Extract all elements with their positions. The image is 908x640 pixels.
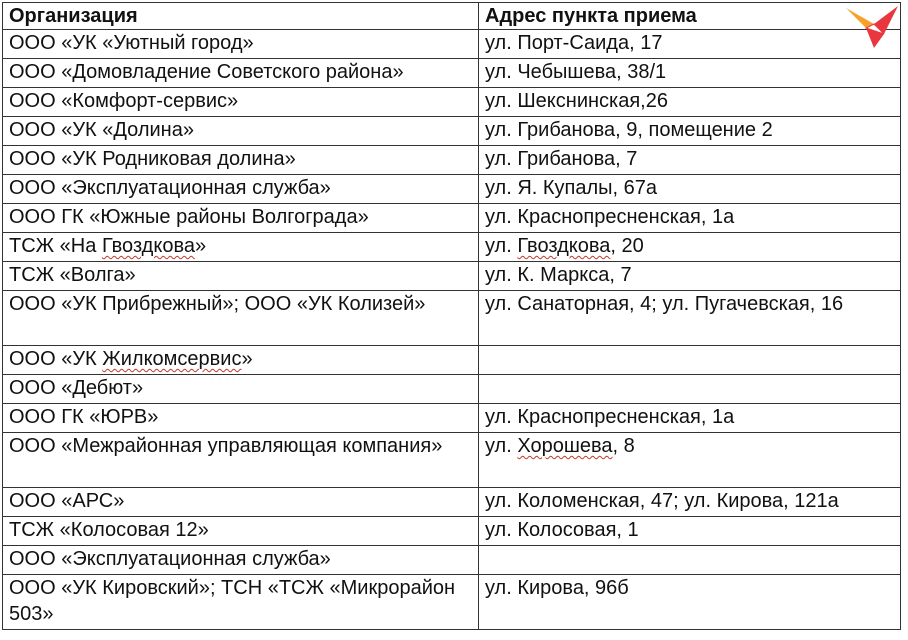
organization-cell: ООО «Межрайонная управляющая компания» (3, 433, 479, 488)
address-cell: ул. Краснопресненская, 1а (479, 404, 901, 433)
address-cell: ул. Грибанова, 7 (479, 146, 901, 175)
table-row (3, 262, 901, 291)
org-text: ООО «УК (9, 348, 103, 370)
organization-cell: ООО «УК Родниковая долина» (3, 146, 479, 175)
organization-cell: ООО «УК «Уютный город» (3, 30, 479, 59)
address-cell (479, 233, 901, 262)
table-row (3, 517, 901, 546)
collection-points-table (2, 2, 901, 630)
address-cell (479, 375, 901, 404)
address-cell: ул. Чебышева, 38/1 (479, 59, 901, 88)
table-row (3, 30, 901, 59)
organization-cell: ООО ГК «ЮРВ» (3, 404, 479, 433)
addr-text: , 8 (612, 435, 635, 457)
table-row (3, 175, 901, 204)
organization-cell: ООО ГК «Южные районы Волгограда» (3, 204, 479, 233)
organization-cell: ООО «УК «Долина» (3, 117, 479, 146)
table-row (3, 375, 901, 404)
address-cell: ул. Колосовая, 1 (479, 517, 901, 546)
table-row (3, 575, 901, 630)
spellcheck-word: Гвоздкова (517, 235, 611, 257)
address-cell (479, 433, 901, 488)
organization-cell: ООО «Комфорт-сервис» (3, 88, 479, 117)
org-text: » (241, 348, 253, 370)
table-row (3, 546, 901, 575)
header-address: Адрес пункта приема (479, 3, 901, 30)
address-cell: ул. Санаторная, 4; ул. Пугачевская, 16 (479, 291, 901, 346)
addr-text: ул. (485, 235, 518, 257)
spellcheck-word: Гвоздкова (101, 235, 195, 257)
table-row (3, 433, 901, 488)
table-row (3, 88, 901, 117)
organization-cell: ООО «УК Кировский»; ТСН «ТСЖ «Микрорайон 503» (3, 575, 479, 630)
address-cell: ул. Краснопресненская, 1а (479, 204, 901, 233)
organization-cell: ООО «УК Прибрежный»; ООО «УК Колизей» (3, 291, 479, 346)
organization-cell (3, 346, 479, 375)
address-cell: ул. Я. Купалы, 67а (479, 175, 901, 204)
organization-cell: ООО «Эксплуатационная служба» (3, 546, 479, 575)
table-row (3, 291, 901, 346)
table-header-row (3, 3, 901, 30)
address-cell: ул. Кирова, 96б (479, 575, 901, 630)
address-cell: ул. Порт-Саида, 17 (479, 30, 901, 59)
org-text: » (194, 235, 207, 257)
table-row (3, 117, 901, 146)
table-row (3, 146, 901, 175)
organization-cell: ООО «Эксплуатационная служба» (3, 175, 479, 204)
address-cell: ул. Коломенская, 47; ул. Кирова, 121а (479, 488, 901, 517)
address-cell: ул. К. Маркса, 7 (479, 262, 901, 291)
table-row (3, 346, 901, 375)
organization-cell: ТСЖ «Волга» (3, 262, 479, 291)
organization-cell: ООО «Домовладение Советского района» (3, 59, 479, 88)
spellcheck-word: Хорошева (517, 435, 613, 457)
address-cell: ул. Шекснинская,26 (479, 88, 901, 117)
address-cell (479, 546, 901, 575)
addr-text: , 20 (610, 235, 644, 257)
swallow-bird-logo-icon (844, 4, 900, 50)
table-row (3, 488, 901, 517)
table-row (3, 59, 901, 88)
addr-text: ул. (485, 435, 518, 457)
org-text: ТСЖ «На (9, 235, 102, 257)
table-row (3, 204, 901, 233)
spellcheck-word: Жилкомсервис (102, 348, 242, 370)
header-organization: Организация (3, 3, 479, 30)
table-row (3, 233, 901, 262)
table-row (3, 404, 901, 433)
organization-cell: ООО «АРС» (3, 488, 479, 517)
address-cell (479, 346, 901, 375)
organization-cell: ТСЖ «Колосовая 12» (3, 517, 479, 546)
organization-cell (3, 233, 479, 262)
address-cell: ул. Грибанова, 9, помещение 2 (479, 117, 901, 146)
organization-cell: ООО «Дебют» (3, 375, 479, 404)
